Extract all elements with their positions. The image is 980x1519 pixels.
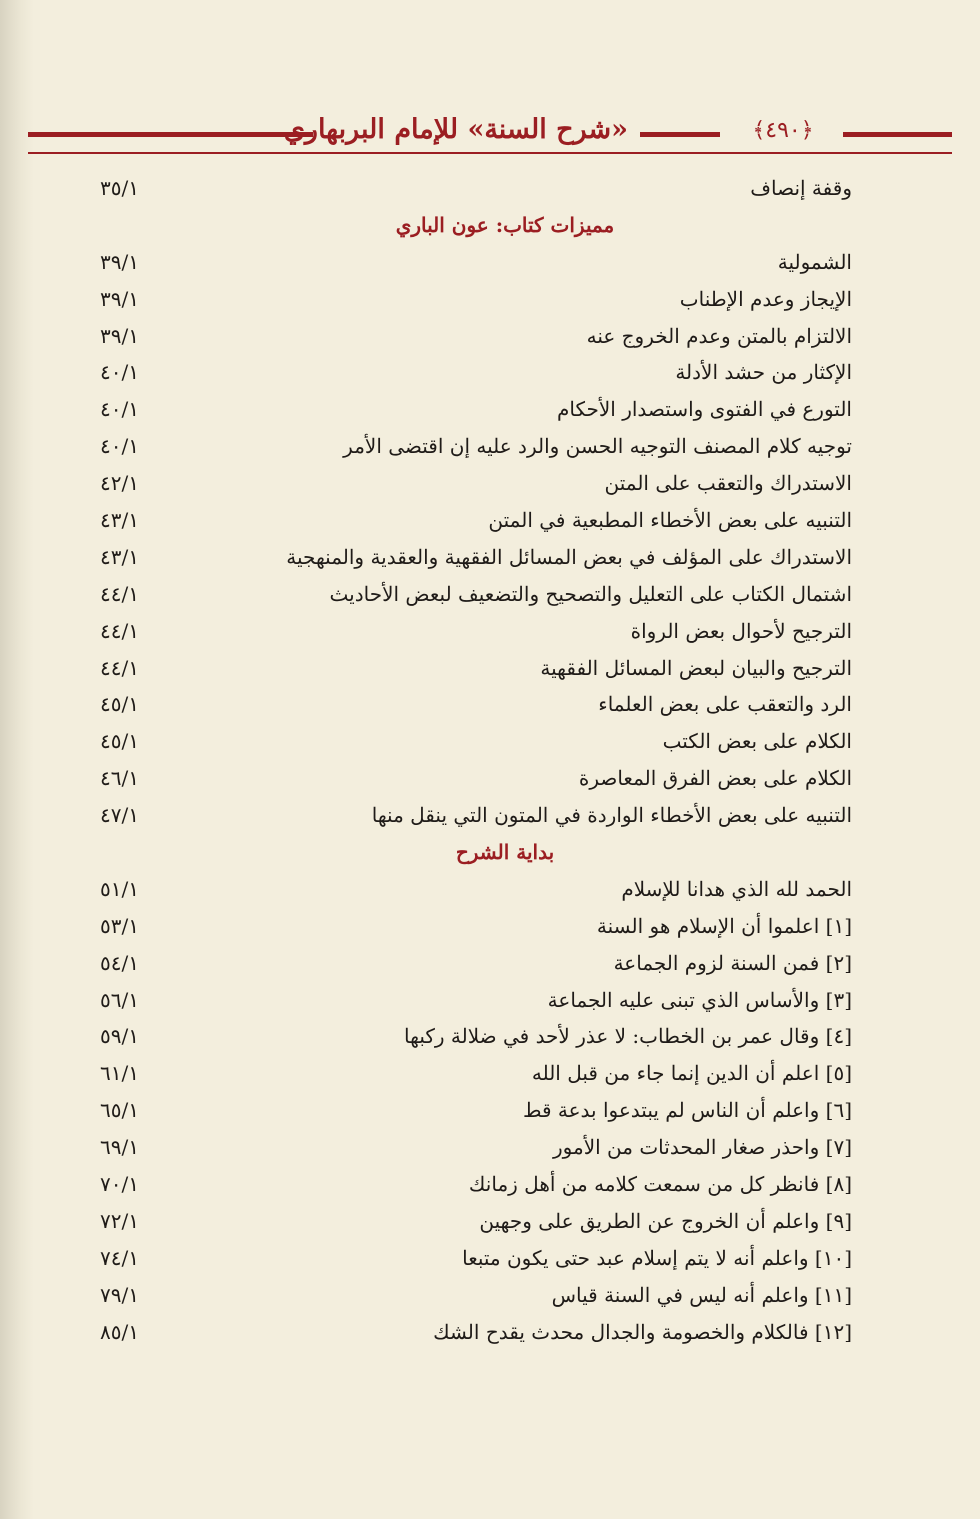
toc-page-number: ٤٦/١: [100, 766, 139, 791]
header-rule: [28, 132, 313, 137]
toc-entry-title: الاستدراك والتعقب على المتن: [604, 471, 852, 496]
table-of-contents: [100, 170, 860, 1351]
toc-entry: [100, 1055, 860, 1092]
toc-section-heading: [100, 834, 860, 871]
toc-entry-title: التنبيه على بعض الأخطاء الواردة في المتون التي ينقل منها: [371, 803, 852, 828]
toc-entry-title: [١٢] فالكلام والخصومة والجدال محدث يقدح الشك: [433, 1319, 852, 1344]
toc-page-number: ٤٢/١: [100, 471, 139, 496]
toc-entry-title: توجيه كلام المصنف التوجيه الحسن والرد عليه إن اقتضى الأمر: [343, 434, 852, 459]
toc-page-number: ٨٥/١: [100, 1319, 139, 1344]
toc-entry-title: الإكثار من حشد الأدلة: [675, 360, 852, 385]
toc-entry-title: الرد والتعقب على بعض العلماء: [598, 692, 852, 717]
toc-entry: [100, 1129, 860, 1166]
toc-entry-title: الشمولية: [777, 249, 852, 274]
toc-entry-title: [٧] واحذر صغار المحدثات من الأمور: [553, 1135, 852, 1160]
toc-entry: [100, 686, 860, 723]
toc-entry: [100, 502, 860, 539]
toc-page-number: ٦٥/١: [100, 1098, 139, 1123]
toc-page-number: ٣٩/١: [100, 286, 139, 311]
toc-entry-title: الترجيح والبيان لبعض المسائل الفقهية: [540, 655, 852, 680]
toc-entry-title: [٤] وقال عمر بن الخطاب: لا عذر لأحد في ضلالة ركبها: [404, 1024, 852, 1049]
toc-entry: [100, 391, 860, 428]
toc-entry: [100, 982, 860, 1019]
toc-entry: [100, 650, 860, 687]
toc-page-number: ٧٢/١: [100, 1208, 139, 1233]
toc-page-number: ٣٩/١: [100, 323, 139, 348]
toc-page-number: ٧٩/١: [100, 1282, 139, 1307]
toc-entry-title: [٣] والأساس الذي تبنى عليه الجماعة: [547, 987, 852, 1012]
toc-entry: [100, 1203, 860, 1240]
toc-page-number: ٤٤/١: [100, 618, 139, 643]
header-underline: [28, 152, 952, 154]
toc-entry: [100, 613, 860, 650]
toc-page-number: ٥٤/١: [100, 950, 139, 975]
toc-page-number: ٦١/١: [100, 1061, 139, 1086]
toc-section-heading: [100, 207, 860, 244]
toc-entry-title: [٨] فانظر كل من سمعت كلامه من أهل زمانك: [468, 1172, 852, 1197]
toc-page-number: ٣٥/١: [100, 176, 139, 200]
toc-entry-title: الالتزام بالمتن وعدم الخروج عنه: [586, 323, 852, 348]
toc-entry-title: [٦] واعلم أن الناس لم يبتدعوا بدعة قط: [522, 1098, 852, 1123]
toc-page-number: ٤٤/١: [100, 655, 139, 680]
page-edge-shadow: [0, 0, 34, 1519]
toc-page-number: ٤٤/١: [100, 581, 139, 606]
toc-entry: [100, 428, 860, 465]
toc-entry-title: [٥] اعلم أن الدين إنما جاء من قبل الله: [531, 1061, 852, 1086]
toc-page-number: ٤٣/١: [100, 508, 139, 533]
toc-entry-title: الكلام على بعض الكتب: [662, 729, 852, 754]
toc-page-number: ٧٤/١: [100, 1245, 139, 1270]
running-header: [28, 112, 952, 152]
toc-entry-title: التنبيه على بعض الأخطاء المطبعية في المتن: [488, 508, 852, 533]
toc-entry: [100, 1314, 860, 1351]
toc-entry-title: [١١] واعلم أنه ليس في السنة قياس: [551, 1282, 852, 1307]
toc-entry-title: [١] اعلموا أن الإسلام هو السنة: [596, 913, 852, 938]
toc-page-number: ٤٠/١: [100, 360, 139, 385]
toc-entry: [100, 354, 860, 391]
toc-page-number: ٤٧/١: [100, 803, 139, 828]
toc-entry: [100, 539, 860, 576]
toc-heading-text: بداية الشرح: [455, 840, 555, 865]
page-number: ﴿٤٩٠﴾: [752, 118, 814, 143]
toc-entry-title: الحمد لله الذي هدانا للإسلام: [621, 876, 852, 901]
toc-entry: [100, 318, 860, 355]
toc-entry: [100, 723, 860, 760]
toc-entry-title: [٩] واعلم أن الخروج عن الطريق على وجهين: [479, 1208, 852, 1233]
toc-entry: [100, 797, 860, 834]
toc-entry-title: الاستدراك على المؤلف في بعض المسائل الفقهية والعقدية والمنهجية: [286, 544, 852, 569]
toc-entry: [100, 871, 860, 908]
toc-entry: [100, 170, 860, 207]
toc-page-number: ٣٩/١: [100, 249, 139, 274]
toc-page-number: ٥١/١: [100, 876, 139, 901]
toc-page-number: ٧٠/١: [100, 1172, 139, 1197]
toc-entry-title: [١٠] واعلم أنه لا يتم إسلام عبد حتى يكون متبعا: [462, 1245, 852, 1270]
toc-page-number: ٤٠/١: [100, 434, 139, 459]
book-title: «شرح السنة» للإمام البربهاري: [283, 114, 628, 145]
toc-page-number: ٥٣/١: [100, 913, 139, 938]
toc-page-number: ٤٠/١: [100, 397, 139, 422]
toc-entry: [100, 760, 860, 797]
toc-entry: [100, 576, 860, 613]
toc-entry: [100, 908, 860, 945]
toc-page-number: ٦٩/١: [100, 1135, 139, 1160]
header-rule: [640, 132, 720, 137]
toc-entry-title: اشتمال الكتاب على التعليل والتصحيح والتضعيف لبعض الأحاديث: [329, 581, 852, 606]
toc-entry-title: [٢] فمن السنة لزوم الجماعة: [613, 950, 852, 975]
toc-page-number: ٥٦/١: [100, 987, 139, 1012]
toc-entry: [100, 1166, 860, 1203]
toc-page-number: ٤٥/١: [100, 692, 139, 717]
toc-page-number: ٤٣/١: [100, 544, 139, 569]
toc-entry: [100, 244, 860, 281]
toc-entry: [100, 945, 860, 982]
toc-entry-title: التورع في الفتوى واستصدار الأحكام: [557, 397, 852, 422]
header-rule: [843, 132, 952, 137]
toc-page-number: ٥٩/١: [100, 1024, 139, 1049]
toc-entry-title: الكلام على بعض الفرق المعاصرة: [578, 766, 852, 791]
toc-page-number: ٤٥/١: [100, 729, 139, 754]
toc-entry: [100, 465, 860, 502]
toc-entry-title: وقفة إنصاف: [750, 176, 852, 200]
toc-entry: [100, 1018, 860, 1055]
toc-entry: [100, 1240, 860, 1277]
toc-entry: [100, 1092, 860, 1129]
toc-entry-title: الإيجاز وعدم الإطناب: [679, 286, 852, 311]
toc-entry: [100, 1277, 860, 1314]
toc-heading-text: مميزات كتاب: عون الباري: [395, 212, 615, 237]
toc-entry-title: الترجيح لأحوال بعض الرواة: [630, 618, 852, 643]
toc-entry: [100, 281, 860, 318]
